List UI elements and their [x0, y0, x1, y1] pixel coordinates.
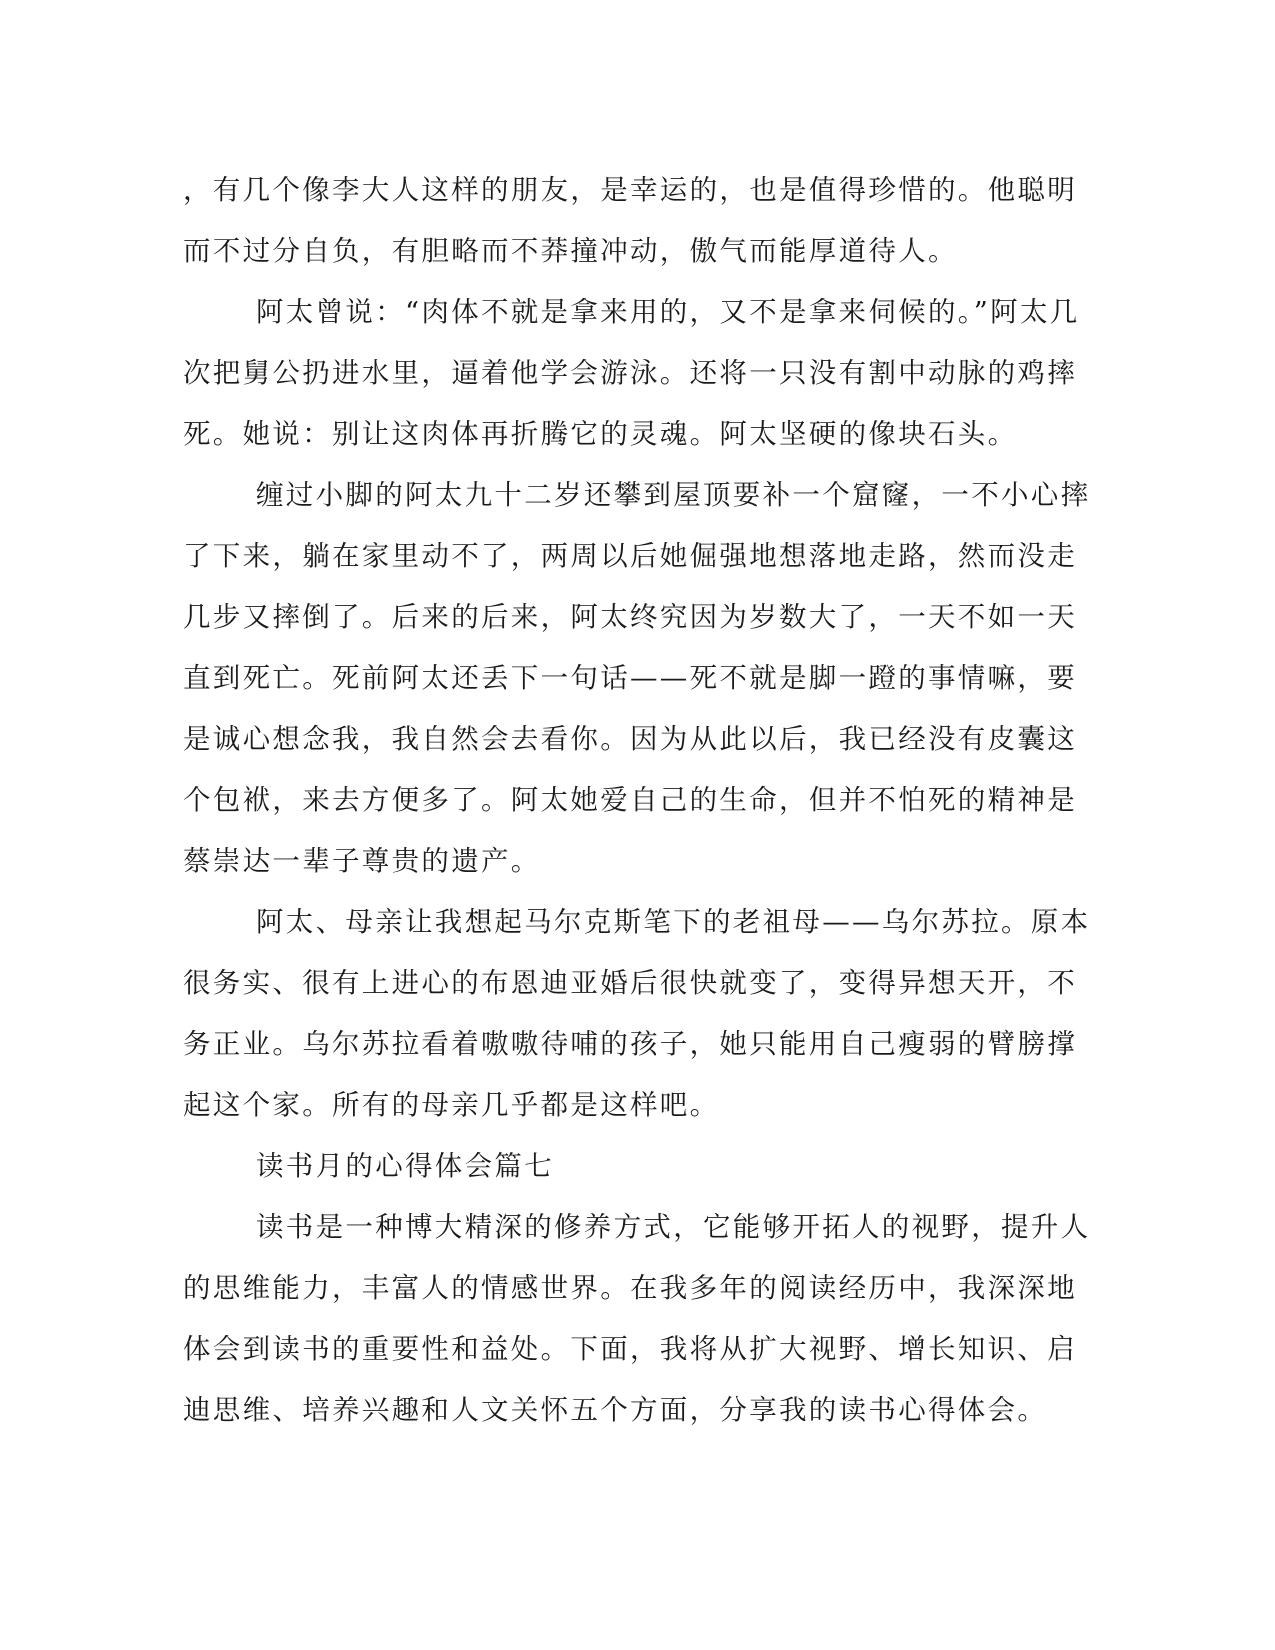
text-line: 起这个家。所有的母亲几乎都是这样吧。 — [183, 1089, 720, 1121]
text-line: 几步又摔倒了。后来的后来，阿太终究因为岁数大了，一天不如一天 — [183, 601, 1077, 633]
text-line: 很务实、很有上进心的布恩迪亚婚后很快就变了，变得异想天开，不 — [183, 967, 1077, 999]
heading-line: 读书月的心得体会篇七 — [256, 1150, 554, 1182]
paragraph — [183, 1197, 1091, 1441]
text-line: 次把舅公扔进水里，逼着他学会游泳。还将一只没有割中动脉的鸡摔 — [183, 357, 1077, 389]
text-line: 务正业。乌尔苏拉看着嗷嗷待哺的孩子，她只能用自己瘦弱的臂膀撑 — [183, 1028, 1077, 1060]
text-line: 直到死亡。死前阿太还丢下一句话——死不就是脚一蹬的事情嘛，要 — [183, 662, 1077, 694]
paragraph — [183, 892, 1091, 1136]
text-line: 个包袱，来去方便多了。阿太她爱自己的生命，但并不怕死的精神是 — [183, 784, 1077, 816]
text-line: 的思维能力，丰富人的情感世界。在我多年的阅读经历中，我深深地 — [183, 1272, 1077, 1304]
document-body — [183, 160, 1091, 1441]
text-line: 缠过小脚的阿太九十二岁还攀到屋顶要补一个窟窿，一不小心摔 — [256, 479, 1091, 511]
text-line: 死。她说：别让这肉体再折腾它的灵魂。阿太坚硬的像块石头。 — [183, 418, 1018, 450]
paragraph — [183, 465, 1091, 892]
paragraph — [183, 282, 1080, 465]
text-line: ，有几个像李大人这样的朋友，是幸运的，也是值得珍惜的。他聪明 — [183, 174, 1077, 206]
text-line: 而不过分自负，有胆略而不莽撞冲动，傲气而能厚道待人。 — [183, 235, 958, 267]
text-line: 阿太曾说：“肉体不就是拿来用的，又不是拿来伺候的。”阿太几 — [256, 296, 1080, 328]
text-line: 是诚心想念我，我自然会去看你。因为从此以后，我已经没有皮囊这 — [183, 723, 1077, 755]
text-line: 迪思维、培养兴趣和人文关怀五个方面，分享我的读书心得体会。 — [183, 1394, 1048, 1426]
paragraph — [183, 160, 1077, 282]
text-line: 读书是一种博大精深的修养方式，它能够开拓人的视野，提升人 — [256, 1211, 1091, 1243]
section-heading — [183, 1136, 1035, 1197]
text-line: 体会到读书的重要性和益处。下面，我将从扩大视野、增长知识、启 — [183, 1333, 1077, 1365]
text-line: 阿太、母亲让我想起马尔克斯笔下的老祖母——乌尔苏拉。原本 — [256, 906, 1091, 938]
text-line: 蔡崇达一辈子尊贵的遗产。 — [183, 845, 541, 877]
text-line: 了下来，躺在家里动不了，两周以后她倔强地想落地走路，然而没走 — [183, 540, 1077, 572]
